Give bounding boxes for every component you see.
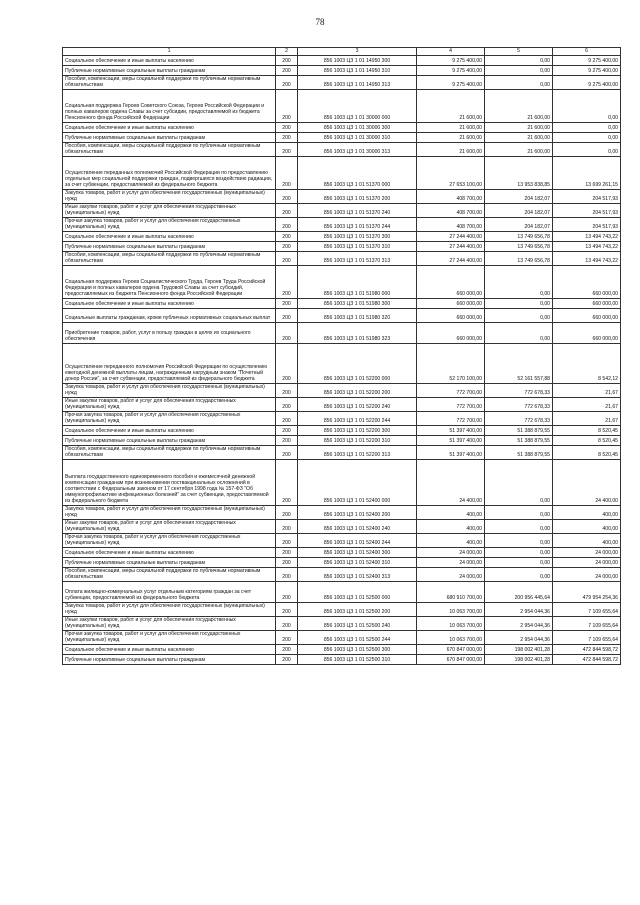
- row-remaining-amount: 21,67: [553, 398, 621, 412]
- row-admin-code: 200: [276, 548, 298, 558]
- row-remaining-amount: 7 109 655,64: [553, 617, 621, 631]
- table-row: [63, 299, 621, 309]
- row-name: Иные закупки товаров, работ и услуг для обеспечения государственных (муниципальных) нужд: [63, 520, 276, 534]
- row-name: Осуществление переданного полномочия Российской Федерации по осуществлению ежегодной денежной выплаты лицам, награжденным нагрудным знаком "Почетный донор России", за счет субвенции, предоставляемой из федерального бюджета: [63, 344, 276, 384]
- table-row: [63, 446, 621, 460]
- row-budget-code: 856 1003 ЦЗ 1 01 30000 310: [298, 133, 417, 143]
- table-row: [63, 76, 621, 90]
- row-approved-amount: 772 700,00: [417, 398, 485, 412]
- column-header: 6: [553, 48, 621, 56]
- row-admin-code: 200: [276, 603, 298, 617]
- row-name: Социальное обеспечение и иные выплаты населению: [63, 232, 276, 242]
- row-admin-code: 200: [276, 582, 298, 603]
- table-row: [63, 266, 621, 299]
- table-row: [63, 66, 621, 76]
- row-executed-amount: 2 954 044,36: [485, 603, 553, 617]
- row-approved-amount: 10 063 700,00: [417, 617, 485, 631]
- row-approved-amount: 9 275 400,00: [417, 76, 485, 90]
- row-budget-code: 856 1003 ЦЗ 1 01 51980 000: [298, 266, 417, 299]
- row-executed-amount: 200 956 445,64: [485, 582, 553, 603]
- table-row: [63, 190, 621, 204]
- row-name: Закупка товаров, работ и услуг для обеспечения государственных (муниципальных) нужд: [63, 384, 276, 398]
- row-name: Публичные нормативные социальные выплаты гражданам: [63, 558, 276, 568]
- row-remaining-amount: 9 275 400,00: [553, 56, 621, 66]
- row-budget-code: 856 1003 ЦЗ 1 01 51370 244: [298, 218, 417, 232]
- row-name: Прочая закупка товаров, работ и услуг для обеспечения государственных (муниципальных) нужд: [63, 218, 276, 232]
- row-budget-code: 856 1003 ЦЗ 1 01 51370 300: [298, 232, 417, 242]
- column-header: 4: [417, 48, 485, 56]
- table-row: [63, 133, 621, 143]
- row-executed-amount: 21 600,00: [485, 123, 553, 133]
- row-admin-code: 200: [276, 123, 298, 133]
- row-approved-amount: 51 397 400,00: [417, 426, 485, 436]
- row-executed-amount: 772 678,33: [485, 384, 553, 398]
- table-row: [63, 582, 621, 603]
- row-remaining-amount: 7 109 655,64: [553, 631, 621, 645]
- row-approved-amount: 670 847 000,00: [417, 645, 485, 655]
- row-remaining-amount: 400,00: [553, 506, 621, 520]
- table-row: [63, 520, 621, 534]
- row-executed-amount: 0,00: [485, 323, 553, 344]
- row-name: Публичные нормативные социальные выплаты гражданам: [63, 655, 276, 665]
- row-approved-amount: 660 000,00: [417, 323, 485, 344]
- table-row: [63, 56, 621, 66]
- row-executed-amount: 0,00: [485, 558, 553, 568]
- row-name: Социальное обеспечение и иные выплаты населению: [63, 123, 276, 133]
- row-approved-amount: 680 910 700,00: [417, 582, 485, 603]
- row-budget-code: 856 1003 ЦЗ 1 01 51980 323: [298, 323, 417, 344]
- row-name: Закупка товаров, работ и услуг для обеспечения государственных (муниципальных) нужд: [63, 603, 276, 617]
- row-name: Иные закупки товаров, работ и услуг для обеспечения государственных (муниципальных) нужд: [63, 617, 276, 631]
- row-remaining-amount: 13 494 743,22: [553, 242, 621, 252]
- row-executed-amount: 0,00: [485, 506, 553, 520]
- row-budget-code: 856 1003 ЦЗ 1 01 52200 310: [298, 436, 417, 446]
- row-budget-code: 856 1003 ЦЗ 1 01 52200 300: [298, 426, 417, 436]
- row-budget-code: 856 1003 ЦЗ 1 01 52400 313: [298, 568, 417, 582]
- row-remaining-amount: 8 542,12: [553, 344, 621, 384]
- row-executed-amount: 0,00: [485, 266, 553, 299]
- row-remaining-amount: 660 000,00: [553, 299, 621, 309]
- row-remaining-amount: 9 275 400,00: [553, 76, 621, 90]
- row-executed-amount: 198 002 401,28: [485, 655, 553, 665]
- row-admin-code: 200: [276, 506, 298, 520]
- row-name: Пособия, компенсации, меры социальной поддержки по публичным нормативным обязательствам: [63, 76, 276, 90]
- row-approved-amount: 27 244 400,00: [417, 232, 485, 242]
- table-row: [63, 460, 621, 506]
- column-header: 3: [298, 48, 417, 56]
- row-remaining-amount: 9 275 400,00: [553, 66, 621, 76]
- row-approved-amount: 400,00: [417, 506, 485, 520]
- table-row: [63, 436, 621, 446]
- row-budget-code: 856 1003 ЦЗ 1 01 14950 313: [298, 76, 417, 90]
- row-budget-code: 856 1003 ЦЗ 1 01 14950 310: [298, 66, 417, 76]
- row-approved-amount: 9 275 400,00: [417, 56, 485, 66]
- row-name: Социальная поддержка Героев Советского Союза, Героев Российской Федерации и полных кавалеров ордена Славы за счет субсидии, предоставляемой из бюджета Пенсионного фонда Российской Федерации: [63, 90, 276, 123]
- row-budget-code: 856 1003 ЦЗ 1 01 51980 300: [298, 299, 417, 309]
- row-name: Прочая закупка товаров, работ и услуг для обеспечения государственных (муниципальных) нужд: [63, 631, 276, 645]
- row-executed-amount: 0,00: [485, 568, 553, 582]
- row-approved-amount: 27 653 100,00: [417, 157, 485, 190]
- row-admin-code: 200: [276, 252, 298, 266]
- column-header: 5: [485, 48, 553, 56]
- row-admin-code: 200: [276, 460, 298, 506]
- row-approved-amount: 670 847 000,00: [417, 655, 485, 665]
- row-executed-amount: 21 600,00: [485, 90, 553, 123]
- table-row: [63, 309, 621, 323]
- row-executed-amount: 0,00: [485, 460, 553, 506]
- row-budget-code: 856 1003 ЦЗ 1 01 52400 240: [298, 520, 417, 534]
- row-name: Прочая закупка товаров, работ и услуг для обеспечения государственных (муниципальных) нужд: [63, 412, 276, 426]
- row-name: Социальное обеспечение и иные выплаты населению: [63, 299, 276, 309]
- table-row: [63, 426, 621, 436]
- row-executed-amount: 772 678,33: [485, 398, 553, 412]
- row-admin-code: 200: [276, 266, 298, 299]
- row-admin-code: 200: [276, 157, 298, 190]
- row-executed-amount: 0,00: [485, 309, 553, 323]
- row-admin-code: 200: [276, 631, 298, 645]
- row-executed-amount: 772 678,33: [485, 412, 553, 426]
- row-executed-amount: 51 388 879,55: [485, 436, 553, 446]
- row-remaining-amount: 0,00: [553, 90, 621, 123]
- row-approved-amount: 408 700,00: [417, 204, 485, 218]
- row-executed-amount: 21 600,00: [485, 143, 553, 157]
- row-executed-amount: 198 002 401,28: [485, 645, 553, 655]
- row-executed-amount: 0,00: [485, 76, 553, 90]
- row-name: Пособия, компенсации, меры социальной поддержки по публичным нормативным обязательствам: [63, 568, 276, 582]
- row-remaining-amount: 400,00: [553, 520, 621, 534]
- row-remaining-amount: 472 844 598,72: [553, 645, 621, 655]
- row-approved-amount: 21 600,00: [417, 143, 485, 157]
- row-executed-amount: 13 953 838,85: [485, 157, 553, 190]
- row-approved-amount: 27 244 400,00: [417, 252, 485, 266]
- row-remaining-amount: 24 000,00: [553, 558, 621, 568]
- row-executed-amount: 51 388 879,55: [485, 446, 553, 460]
- row-approved-amount: 10 063 700,00: [417, 603, 485, 617]
- row-name: Социальное обеспечение и иные выплаты населению: [63, 548, 276, 558]
- row-approved-amount: 408 700,00: [417, 218, 485, 232]
- table-row: [63, 617, 621, 631]
- table-row: [63, 631, 621, 645]
- row-name: Социальные выплаты гражданам, кроме публичных нормативных социальных выплат: [63, 309, 276, 323]
- row-admin-code: 200: [276, 232, 298, 242]
- row-admin-code: 200: [276, 76, 298, 90]
- row-approved-amount: 24 400,00: [417, 460, 485, 506]
- row-admin-code: 200: [276, 143, 298, 157]
- budget-execution-table: [62, 47, 621, 665]
- row-approved-amount: 51 397 400,00: [417, 436, 485, 446]
- row-admin-code: 200: [276, 617, 298, 631]
- row-budget-code: 856 1003 ЦЗ 1 01 30000 300: [298, 123, 417, 133]
- row-remaining-amount: 8 520,45: [553, 446, 621, 460]
- row-remaining-amount: 204 517,93: [553, 204, 621, 218]
- row-admin-code: 200: [276, 426, 298, 436]
- row-remaining-amount: 24 400,00: [553, 460, 621, 506]
- table-row: [63, 548, 621, 558]
- row-admin-code: 200: [276, 412, 298, 426]
- row-remaining-amount: 479 954 254,36: [553, 582, 621, 603]
- row-name: Прочая закупка товаров, работ и услуг для обеспечения государственных (муниципальных) нужд: [63, 534, 276, 548]
- row-budget-code: 856 1003 ЦЗ 1 01 52500 300: [298, 645, 417, 655]
- row-remaining-amount: 0,00: [553, 133, 621, 143]
- row-admin-code: 200: [276, 242, 298, 252]
- row-remaining-amount: 660 000,00: [553, 309, 621, 323]
- row-approved-amount: 51 397 400,00: [417, 446, 485, 460]
- row-executed-amount: 21 600,00: [485, 133, 553, 143]
- row-remaining-amount: 0,00: [553, 143, 621, 157]
- row-budget-code: 856 1003 ЦЗ 1 01 52500 310: [298, 655, 417, 665]
- row-approved-amount: 10 063 700,00: [417, 631, 485, 645]
- row-budget-code: 856 1003 ЦЗ 1 01 51370 313: [298, 252, 417, 266]
- row-executed-amount: 52 161 557,88: [485, 344, 553, 384]
- table-row: [63, 655, 621, 665]
- table-row: [63, 218, 621, 232]
- row-name: Публичные нормативные социальные выплаты гражданам: [63, 133, 276, 143]
- table-row: [63, 645, 621, 655]
- row-approved-amount: 400,00: [417, 520, 485, 534]
- row-approved-amount: 9 275 400,00: [417, 66, 485, 76]
- row-budget-code: 856 1003 ЦЗ 1 01 52400 300: [298, 548, 417, 558]
- table-row: [63, 398, 621, 412]
- row-approved-amount: 21 600,00: [417, 123, 485, 133]
- row-approved-amount: 400,00: [417, 534, 485, 548]
- row-executed-amount: 13 749 656,78: [485, 242, 553, 252]
- row-name: Оплата жилищно-коммунальных услуг отдельным категориям граждан за счет субвенции, предоставляемой из федерального бюджета: [63, 582, 276, 603]
- row-remaining-amount: 7 109 655,64: [553, 603, 621, 617]
- row-remaining-amount: 660 000,00: [553, 266, 621, 299]
- row-executed-amount: 0,00: [485, 534, 553, 548]
- row-approved-amount: 24 000,00: [417, 548, 485, 558]
- row-approved-amount: 52 170 100,00: [417, 344, 485, 384]
- table-row: [63, 90, 621, 123]
- row-admin-code: 200: [276, 66, 298, 76]
- row-budget-code: 856 1003 ЦЗ 1 01 51370 200: [298, 190, 417, 204]
- row-approved-amount: 660 000,00: [417, 299, 485, 309]
- row-admin-code: 200: [276, 344, 298, 384]
- row-budget-code: 856 1003 ЦЗ 1 01 52200 240: [298, 398, 417, 412]
- row-remaining-amount: 13 494 743,22: [553, 252, 621, 266]
- row-name: Приобретение товаров, работ, услуг в пользу граждан в целях их социального обеспечения: [63, 323, 276, 344]
- row-remaining-amount: 204 517,93: [553, 218, 621, 232]
- row-executed-amount: 0,00: [485, 66, 553, 76]
- row-admin-code: 200: [276, 446, 298, 460]
- row-admin-code: 200: [276, 534, 298, 548]
- row-approved-amount: 772 700,00: [417, 412, 485, 426]
- row-approved-amount: 21 600,00: [417, 133, 485, 143]
- row-admin-code: 200: [276, 56, 298, 66]
- row-name: Социальная поддержка Героев Социалистического Труда, Героев Труда Российской Федерации и полных кавалеров ордена Трудовой Славы за счет субсидий, предоставляемых из бюджета Пенсионного фонда Российской Федерации: [63, 266, 276, 299]
- row-name: Пособия, компенсации, меры социальной поддержки по публичным нормативным обязательствам: [63, 252, 276, 266]
- table-header-row: [63, 48, 621, 56]
- table-row: [63, 603, 621, 617]
- row-budget-code: 856 1003 ЦЗ 1 01 52200 244: [298, 412, 417, 426]
- table-row: [63, 323, 621, 344]
- row-name: Публичные нормативные социальные выплаты гражданам: [63, 242, 276, 252]
- row-budget-code: 856 1003 ЦЗ 1 01 52200 200: [298, 384, 417, 398]
- row-remaining-amount: 8 520,45: [553, 426, 621, 436]
- row-executed-amount: 0,00: [485, 56, 553, 66]
- row-admin-code: 200: [276, 655, 298, 665]
- row-name: Иные закупки товаров, работ и услуг для обеспечения государственных (муниципальных) нужд: [63, 398, 276, 412]
- row-executed-amount: 2 954 044,36: [485, 631, 553, 645]
- table-row: [63, 143, 621, 157]
- row-approved-amount: 27 244 400,00: [417, 242, 485, 252]
- row-executed-amount: 0,00: [485, 548, 553, 558]
- row-budget-code: 856 1003 ЦЗ 1 01 51370 000: [298, 157, 417, 190]
- row-admin-code: 200: [276, 645, 298, 655]
- row-approved-amount: 24 000,00: [417, 558, 485, 568]
- row-budget-code: 856 1003 ЦЗ 1 01 52500 000: [298, 582, 417, 603]
- row-approved-amount: 772 700,00: [417, 384, 485, 398]
- table-row: [63, 232, 621, 242]
- row-executed-amount: 204 182,07: [485, 190, 553, 204]
- row-executed-amount: 2 954 044,36: [485, 617, 553, 631]
- row-remaining-amount: 0,00: [553, 123, 621, 133]
- row-remaining-amount: 21,67: [553, 412, 621, 426]
- row-budget-code: 856 1003 ЦЗ 1 01 30000 000: [298, 90, 417, 123]
- row-approved-amount: 660 000,00: [417, 266, 485, 299]
- row-remaining-amount: 13 494 743,22: [553, 232, 621, 242]
- row-remaining-amount: 400,00: [553, 534, 621, 548]
- table-row: [63, 568, 621, 582]
- row-executed-amount: 0,00: [485, 520, 553, 534]
- row-budget-code: 856 1003 ЦЗ 1 01 52400 310: [298, 558, 417, 568]
- row-budget-code: 856 1003 ЦЗ 1 01 51370 310: [298, 242, 417, 252]
- row-budget-code: 856 1003 ЦЗ 1 01 52400 244: [298, 534, 417, 548]
- table-row: [63, 242, 621, 252]
- row-remaining-amount: 204 517,93: [553, 190, 621, 204]
- row-budget-code: 856 1003 ЦЗ 1 01 14950 300: [298, 56, 417, 66]
- row-budget-code: 856 1003 ЦЗ 1 01 52400 200: [298, 506, 417, 520]
- row-remaining-amount: 24 000,00: [553, 568, 621, 582]
- row-remaining-amount: 8 520,45: [553, 436, 621, 446]
- table-row: [63, 204, 621, 218]
- row-admin-code: 200: [276, 520, 298, 534]
- row-admin-code: 200: [276, 309, 298, 323]
- table-row: [63, 534, 621, 548]
- row-name: Публичные нормативные социальные выплаты гражданам: [63, 436, 276, 446]
- table-row: [63, 123, 621, 133]
- table-row: [63, 558, 621, 568]
- row-budget-code: 856 1003 ЦЗ 1 01 52500 240: [298, 617, 417, 631]
- row-admin-code: 200: [276, 190, 298, 204]
- row-budget-code: 856 1003 ЦЗ 1 01 51980 320: [298, 309, 417, 323]
- row-name: Закупка товаров, работ и услуг для обеспечения государственных (муниципальных) нужд: [63, 190, 276, 204]
- table-body: [63, 56, 621, 665]
- row-admin-code: 200: [276, 398, 298, 412]
- row-executed-amount: 0,00: [485, 299, 553, 309]
- row-budget-code: 856 1003 ЦЗ 1 01 52400 000: [298, 460, 417, 506]
- row-admin-code: 200: [276, 133, 298, 143]
- row-admin-code: 200: [276, 90, 298, 123]
- row-admin-code: 200: [276, 299, 298, 309]
- row-approved-amount: 660 000,00: [417, 309, 485, 323]
- table-row: [63, 384, 621, 398]
- row-name: Иные закупки товаров, работ и услуг для обеспечения государственных (муниципальных) нужд: [63, 204, 276, 218]
- row-name: Пособия, компенсации, меры социальной поддержки по публичным нормативным обязательствам: [63, 446, 276, 460]
- row-executed-amount: 204 182,07: [485, 218, 553, 232]
- page-number: 78: [315, 17, 325, 27]
- row-remaining-amount: 472 844 598,72: [553, 655, 621, 665]
- table-row: [63, 252, 621, 266]
- row-executed-amount: 13 749 656,78: [485, 252, 553, 266]
- row-budget-code: 856 1003 ЦЗ 1 01 52500 200: [298, 603, 417, 617]
- table-row: [63, 412, 621, 426]
- row-budget-code: 856 1003 ЦЗ 1 01 51370 240: [298, 204, 417, 218]
- row-approved-amount: 24 000,00: [417, 568, 485, 582]
- table-row: [63, 506, 621, 520]
- row-admin-code: 200: [276, 436, 298, 446]
- row-admin-code: 200: [276, 218, 298, 232]
- row-name: Выплата государственного единовременного пособия и ежемесячной денежной компенсации гражданам при возникновении поствакцинальных осложнений в соответствии с Федеральным законом от 17 сентября 1998 года № 157-ФЗ "Об иммунопрофилактике инфекционных болезней" за счет субвенции, предоставляемой из федерального бюджета: [63, 460, 276, 506]
- row-budget-code: 856 1003 ЦЗ 1 01 52500 244: [298, 631, 417, 645]
- row-name: Осуществление переданных полномочий Российской Федерации по предоставлению отдельных мер социальной поддержки граждан, подвергшихся воздействию радиации, за счет субвенции, предоставляемой из федерального бюджета: [63, 157, 276, 190]
- row-remaining-amount: 13 699 261,15: [553, 157, 621, 190]
- row-name: Социальное обеспечение и иные выплаты населению: [63, 645, 276, 655]
- row-admin-code: 200: [276, 204, 298, 218]
- table-row: [63, 157, 621, 190]
- row-admin-code: 200: [276, 323, 298, 344]
- row-remaining-amount: 660 000,00: [553, 323, 621, 344]
- row-budget-code: 856 1003 ЦЗ 1 01 30000 313: [298, 143, 417, 157]
- row-admin-code: 200: [276, 568, 298, 582]
- row-budget-code: 856 1003 ЦЗ 1 01 52200 313: [298, 446, 417, 460]
- row-approved-amount: 408 700,00: [417, 190, 485, 204]
- row-remaining-amount: 21,67: [553, 384, 621, 398]
- row-name: Пособия, компенсации, меры социальной поддержки по публичным нормативным обязательствам: [63, 143, 276, 157]
- row-name: Публичные нормативные социальные выплаты гражданам: [63, 66, 276, 76]
- row-executed-amount: 204 182,07: [485, 204, 553, 218]
- table-row: [63, 344, 621, 384]
- row-admin-code: 200: [276, 384, 298, 398]
- row-remaining-amount: 24 000,00: [553, 548, 621, 558]
- row-executed-amount: 13 749 656,78: [485, 232, 553, 242]
- row-name: Социальное обеспечение и иные выплаты населению: [63, 56, 276, 66]
- row-executed-amount: 51 388 879,55: [485, 426, 553, 436]
- row-name: Закупка товаров, работ и услуг для обеспечения государственных (муниципальных) нужд: [63, 506, 276, 520]
- row-budget-code: 856 1003 ЦЗ 1 01 52200 000: [298, 344, 417, 384]
- row-approved-amount: 21 600,00: [417, 90, 485, 123]
- row-name: Социальное обеспечение и иные выплаты населению: [63, 426, 276, 436]
- column-header: 2: [276, 48, 298, 56]
- row-admin-code: 200: [276, 558, 298, 568]
- column-header: 1: [63, 48, 276, 56]
